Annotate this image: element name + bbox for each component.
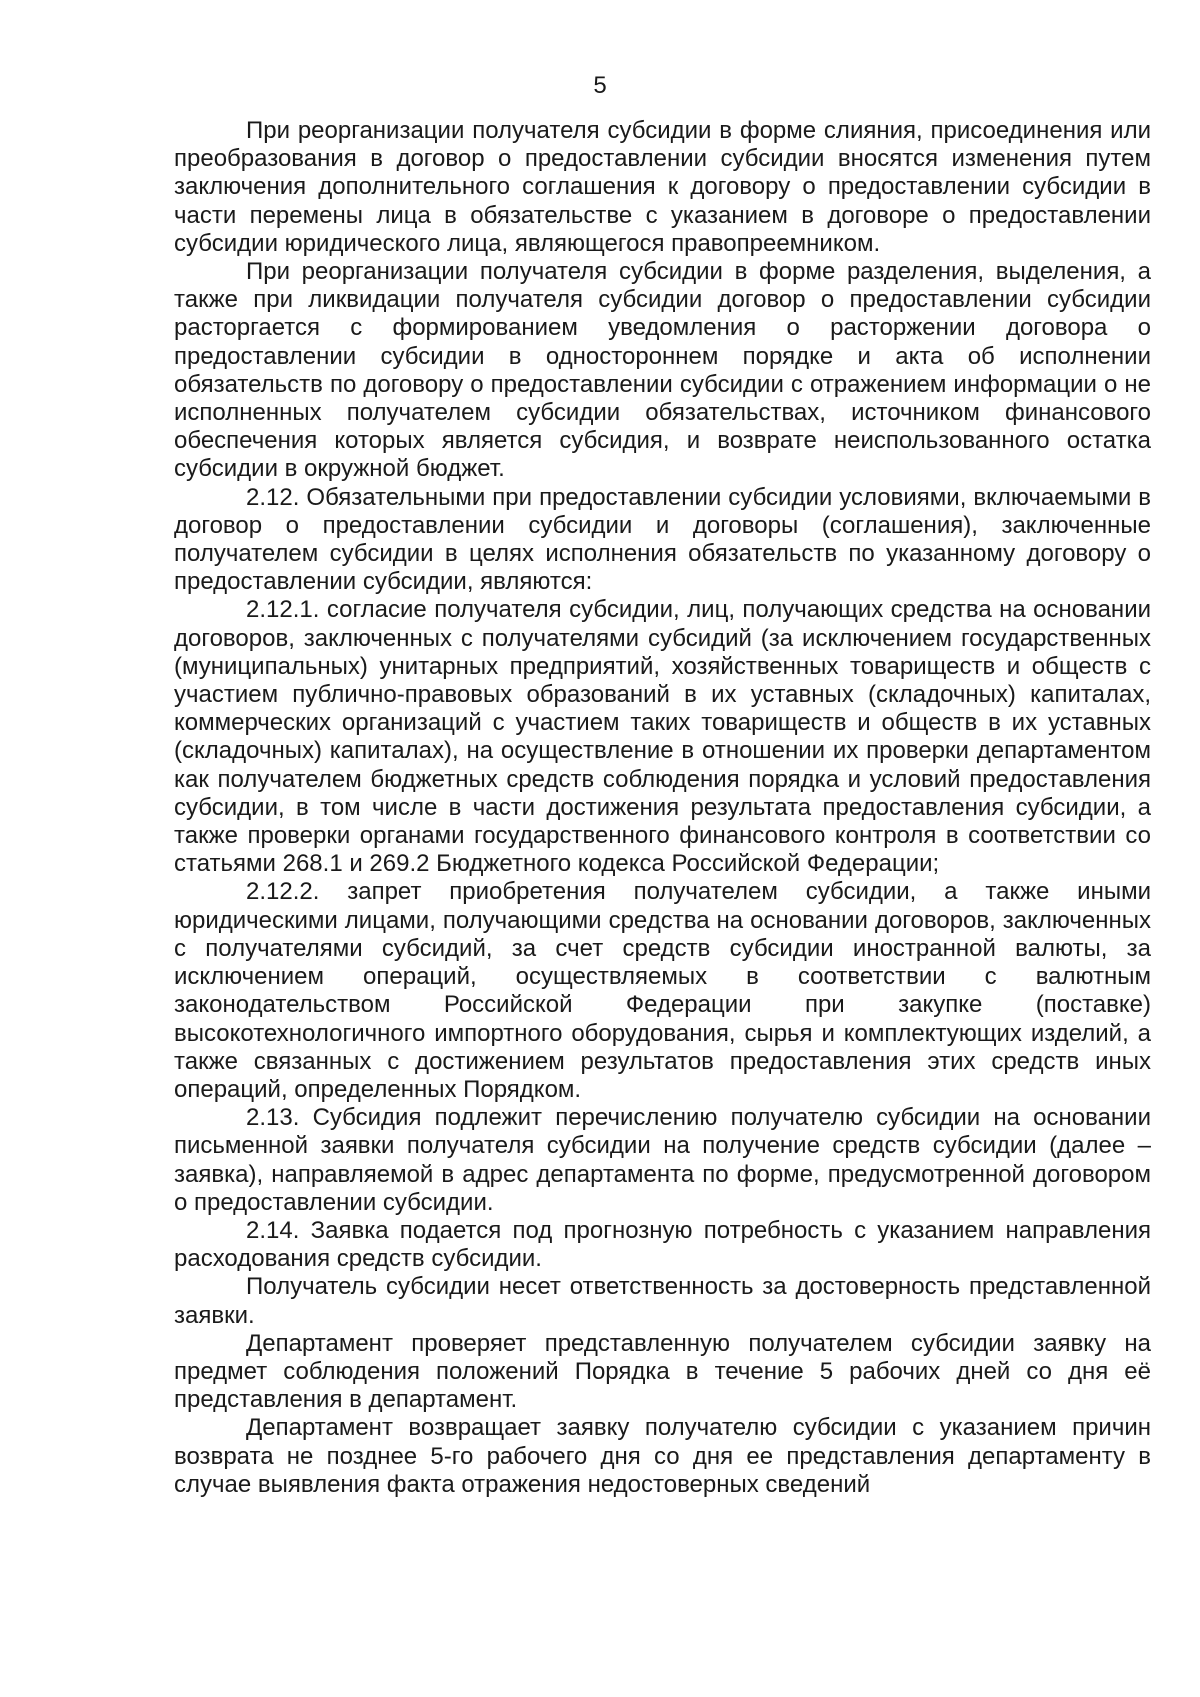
paragraph-reorganization-merger: При реорганизации получателя субсидии в форме слияния, присоединения или преобразования в договор о предоставлении субсидии вносятся изменения путем заключения дополнительного соглашения к договору о предоставлении субсидии в части перемены лица в обязательстве с указанием в договоре о предоставлении субсидии юридического лица, являющегося правопреемником. xyxy=(174,117,1151,257)
paragraph-2-12-2: 2.12.2. запрет приобретения получателем субсидии, а также иными юридическими лицами, получающими средства на основании договоров, заключенных с получателями субсидий, за счет средств субсидии иностранной валюты, за исключением операций, осуществляемых в соответствии с валютным законодательством Российской Федерации при закупке (поставке) высокотехнологичного импортного оборудования, сырья и комплектующих изделий, а также связанных с достижением результатов предоставления этих средств иных операций, определенных Порядком. xyxy=(174,878,1151,1103)
paragraph-department-return: Департамент возвращает заявку получателю субсидии с указанием причин возврата не позднее 5-го рабочего дня со дня ее представления департаменту в случае выявления факта отражения недостоверных сведений xyxy=(174,1414,1151,1498)
paragraph-2-12-1: 2.12.1. согласие получателя субсидии, лиц, получающих средства на основании договоров, заключенных с получателями субсидий (за исключением государственных (муниципальных) унитарных предприятий, хозяйственных товариществ и обществ с участием публично-правовых образований в их уставных (складочных) капиталах, коммерческих организаций с участием таких товариществ и обществ в их уставных (складочных) капиталах), на осуществление в отношении их проверки департаментом как получателем бюджетных средств соблюдения порядка и условий предоставления субсидии, в том числе в части достижения результата предоставления субсидии, а также проверки органами государственного финансового контроля в соответствии со статьями 268.1 и 269.2 Бюджетного кодекса Российской Федерации; xyxy=(174,596,1151,878)
paragraph-department-check: Департамент проверяет представленную получателем субсидии заявку на предмет соблюдения положений Порядка в течение 5 рабочих дней со дня её представления в департамент. xyxy=(174,1329,1151,1414)
page-number: 5 xyxy=(593,72,607,99)
paragraph-2-12: 2.12. Обязательными при предоставлении субсидии условиями, включаемыми в договор о предоставлении субсидии и договоры (соглашения), заключенные получателем субсидии в целях исполнения обязательств по указанному договору о предоставлении субсидии, являются: xyxy=(174,483,1151,596)
document-body xyxy=(174,117,1151,1499)
paragraph-2-14: 2.14. Заявка подается под прогнозную потребность с указанием направления расходования средств субсидии. xyxy=(174,1216,1151,1273)
paragraph-2-13: 2.13. Субсидия подлежит перечислению получателю субсидии на основании письменной заявки получателя субсидии на получение средств субсидии (далее – заявка), направляемой в адрес департамента по форме, предусмотренной договором о предоставлении субсидии. xyxy=(174,1104,1151,1216)
paragraph-reorganization-division: При реорганизации получателя субсидии в форме разделения, выделения, а также при ликвидации получателя субсидии договор о предоставлении субсидии расторгается с формированием уведомления о расторжении договора о предоставлении субсидии в одностороннем порядке и акта об исполнении обязательств по договору о предоставлении субсидии с отражением информации о не исполненных получателем субсидии обязательствах, источником финансового обеспечения которых является субсидия, и возврате неиспользованного остатка субсидии в окружной бюджет. xyxy=(174,258,1151,483)
paragraph-recipient-responsibility: Получатель субсидии несет ответственность за достоверность представленной заявки. xyxy=(174,1273,1151,1329)
